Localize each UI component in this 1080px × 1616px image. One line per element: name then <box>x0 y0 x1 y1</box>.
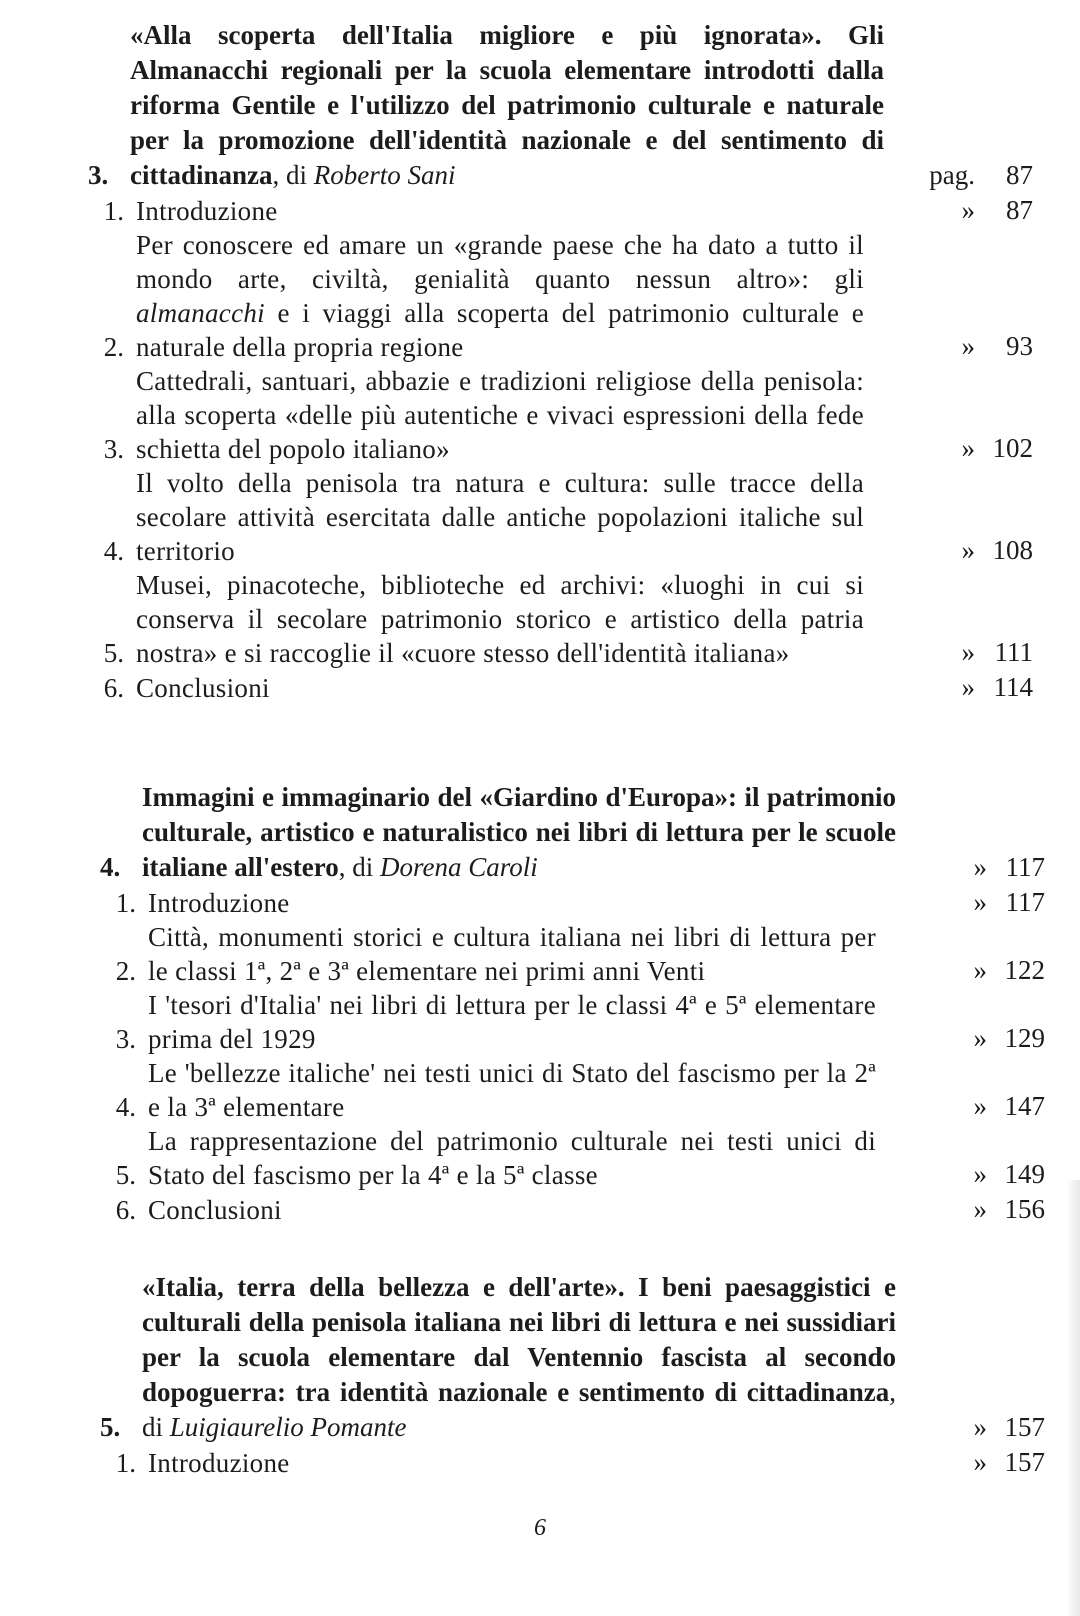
section-title: Il volto della penisola tra natura e cultura: sulle tracce della secolare attività esercitata dalle antiche popolazioni italiche sul territorio <box>136 468 864 566</box>
author-connector: , di <box>272 160 314 190</box>
section-number: 6. <box>103 673 124 703</box>
section-page <box>864 193 1033 228</box>
page-prefix: » <box>961 433 975 463</box>
page-prefix: » <box>973 887 987 917</box>
chapter-heading <box>100 780 1045 885</box>
chapter-page <box>884 158 1033 193</box>
author-connector: , di <box>142 1377 896 1442</box>
page-number: 108 <box>992 535 1033 565</box>
chapter-title <box>130 18 884 193</box>
page-number: 129 <box>1004 1023 1045 1053</box>
page-prefix: » <box>961 535 975 565</box>
chapter-number: 4. <box>100 852 121 882</box>
author-connector: , di <box>338 852 380 882</box>
chapter-title <box>142 1270 896 1445</box>
toc-chapter <box>88 18 1033 705</box>
chapter-number: 3. <box>88 160 109 190</box>
section-number: 5. <box>115 1160 136 1190</box>
chapter-title-text: Immagini e immaginario del «Giardino d'Europa»: il patrimonio culturale, artistico e naturalistico nei libri di lettura per le scuole italiane all'estero <box>142 782 896 882</box>
toc-section <box>100 1445 1045 1480</box>
chapter-author: Roberto Sani <box>313 160 456 190</box>
page-number: 111 <box>994 637 1033 667</box>
section-number: 5. <box>103 638 124 668</box>
chapter-title-text: «Alla scoperta dell'Italia migliore e più ignorata». Gli Almanacchi regionali per la scuola elementare introdotti dalla riforma Gentile e l'utilizzo del patrimonio culturale e naturale per la promozione dell'identità nazionale e del sentimento di cittadinanza <box>130 20 884 190</box>
section-page <box>864 635 1033 670</box>
section-number: 1. <box>103 196 124 226</box>
section-number: 3. <box>103 434 124 464</box>
page-prefix: » <box>961 637 975 667</box>
section-page <box>864 329 1033 364</box>
chapter-title-text: «Italia, terra della bellezza e dell'arte». I beni paesaggistici e culturali della penisola italiana nei libri di lettura e nei sussidiari per la scuola elementare dal Ventennio fascista al secondo dopoguerra: tra identità nazionale e sentimento di cittadinanza <box>142 1272 896 1407</box>
section-title: Città, monumenti storici e cultura italiana nei libri di lettura per le classi 1ª, 2ª e 3ª elementare nei primi anni Venti <box>148 922 876 986</box>
page-prefix: » <box>961 331 975 361</box>
page-prefix: » <box>973 955 987 985</box>
page-number: 156 <box>1004 1194 1045 1224</box>
toc-section <box>100 1192 1045 1227</box>
chapter-number: 5. <box>100 1412 121 1442</box>
page-number: 149 <box>1004 1159 1045 1189</box>
page-number: 117 <box>1005 887 1045 917</box>
page-number: 93 <box>1006 331 1033 361</box>
toc-section <box>88 466 1033 568</box>
toc-section <box>100 1124 1045 1192</box>
page-number: 114 <box>993 672 1033 702</box>
section-title: Musei, pinacoteche, biblioteche ed archivi: «luoghi in cui si conserva il secolare patrimonio storico e artistico della patria nostra» e si raccoglie il «cuore stesso dell'identità italiana» <box>136 570 864 668</box>
toc-section <box>88 193 1033 228</box>
section-page <box>876 953 1045 988</box>
section-page <box>876 1192 1045 1227</box>
section-number: 3. <box>115 1024 136 1054</box>
section-number: 6. <box>115 1195 136 1225</box>
chapter-author: Luigiaurelio Pomante <box>169 1412 407 1442</box>
page-number: 157 <box>1004 1412 1045 1442</box>
section-title: Le 'bellezze italiche' nei testi unici di Stato del fascismo per la 2ª e la 3ª elementare <box>148 1058 876 1122</box>
toc-section <box>88 364 1033 466</box>
toc-section <box>88 228 1033 364</box>
chapter-page <box>896 1410 1045 1445</box>
section-page <box>876 1021 1045 1056</box>
page-prefix: » <box>973 1023 987 1053</box>
section-page <box>876 1445 1045 1480</box>
page-prefix: » <box>973 1194 987 1224</box>
page-prefix: » <box>973 852 987 882</box>
chapter-heading <box>88 18 1033 193</box>
toc-section <box>100 920 1045 988</box>
section-page <box>864 670 1033 705</box>
page-prefix: » <box>961 195 975 225</box>
page-number: 87 <box>1006 195 1033 225</box>
toc-section <box>100 988 1045 1056</box>
section-page <box>876 885 1045 920</box>
toc-section <box>100 1056 1045 1124</box>
section-title: Cattedrali, santuari, abbazie e tradizioni religiose della penisola: alla scoperta «delle più autentiche e vivaci espressioni della fede schietta del popolo italiano» <box>136 366 864 464</box>
toc-section <box>88 670 1033 705</box>
page-number: 157 <box>1004 1447 1045 1477</box>
page-number: 87 <box>1006 160 1033 190</box>
page-number: 102 <box>992 433 1033 463</box>
section-title-italic: almanacchi <box>136 298 265 328</box>
page-prefix: » <box>973 1159 987 1189</box>
toc-chapter <box>100 780 1045 1227</box>
section-page <box>864 533 1033 568</box>
section-title: Introduzione <box>136 196 278 226</box>
section-title: Conclusioni <box>148 1195 282 1225</box>
section-number: 1. <box>115 1448 136 1478</box>
page-number: 147 <box>1004 1091 1045 1121</box>
page-edge-shadow <box>1066 1180 1080 1616</box>
section-title: I 'tesori d'Italia' nei libri di lettura per le classi 4ª e 5ª elementare prima del 1929 <box>148 990 876 1054</box>
section-number: 2. <box>115 956 136 986</box>
section-page <box>876 1157 1045 1192</box>
section-number: 4. <box>115 1092 136 1122</box>
page-prefix: » <box>973 1412 987 1442</box>
section-title <box>130 228 864 364</box>
page-number: 117 <box>1005 852 1045 882</box>
section-page <box>876 1089 1045 1124</box>
page-prefix: » <box>961 672 975 702</box>
chapter-author: Dorena Caroli <box>379 852 538 882</box>
section-title: Introduzione <box>148 888 290 918</box>
page-number-footer: 6 <box>534 1515 546 1541</box>
page-prefix: » <box>973 1447 987 1477</box>
chapter-page <box>896 850 1045 885</box>
section-title-rest: e i viaggi alla scoperta del patrimonio culturale e naturale della propria regione <box>136 298 864 362</box>
section-title-text: Per conoscere ed amare un «grande paese che ha dato a tutto il mondo arte, civiltà, genialità quanto nessun altro»: gli <box>136 230 864 294</box>
chapter-title <box>142 780 896 885</box>
section-number: 1. <box>115 888 136 918</box>
page-number: 122 <box>1004 955 1045 985</box>
section-title: Introduzione <box>148 1448 290 1478</box>
section-number: 2. <box>103 332 124 362</box>
toc-section <box>100 885 1045 920</box>
page-prefix: » <box>973 1091 987 1121</box>
toc-section <box>88 568 1033 670</box>
page-prefix: pag. <box>929 160 975 190</box>
section-title: La rappresentazione del patrimonio culturale nei testi unici di Stato del fascismo per la 4ª e la 5ª classe <box>148 1126 876 1190</box>
section-page <box>864 431 1033 466</box>
toc-chapter <box>100 1270 1045 1480</box>
chapter-heading <box>100 1270 1045 1445</box>
section-number: 4. <box>103 536 124 566</box>
section-title: Conclusioni <box>136 673 270 703</box>
